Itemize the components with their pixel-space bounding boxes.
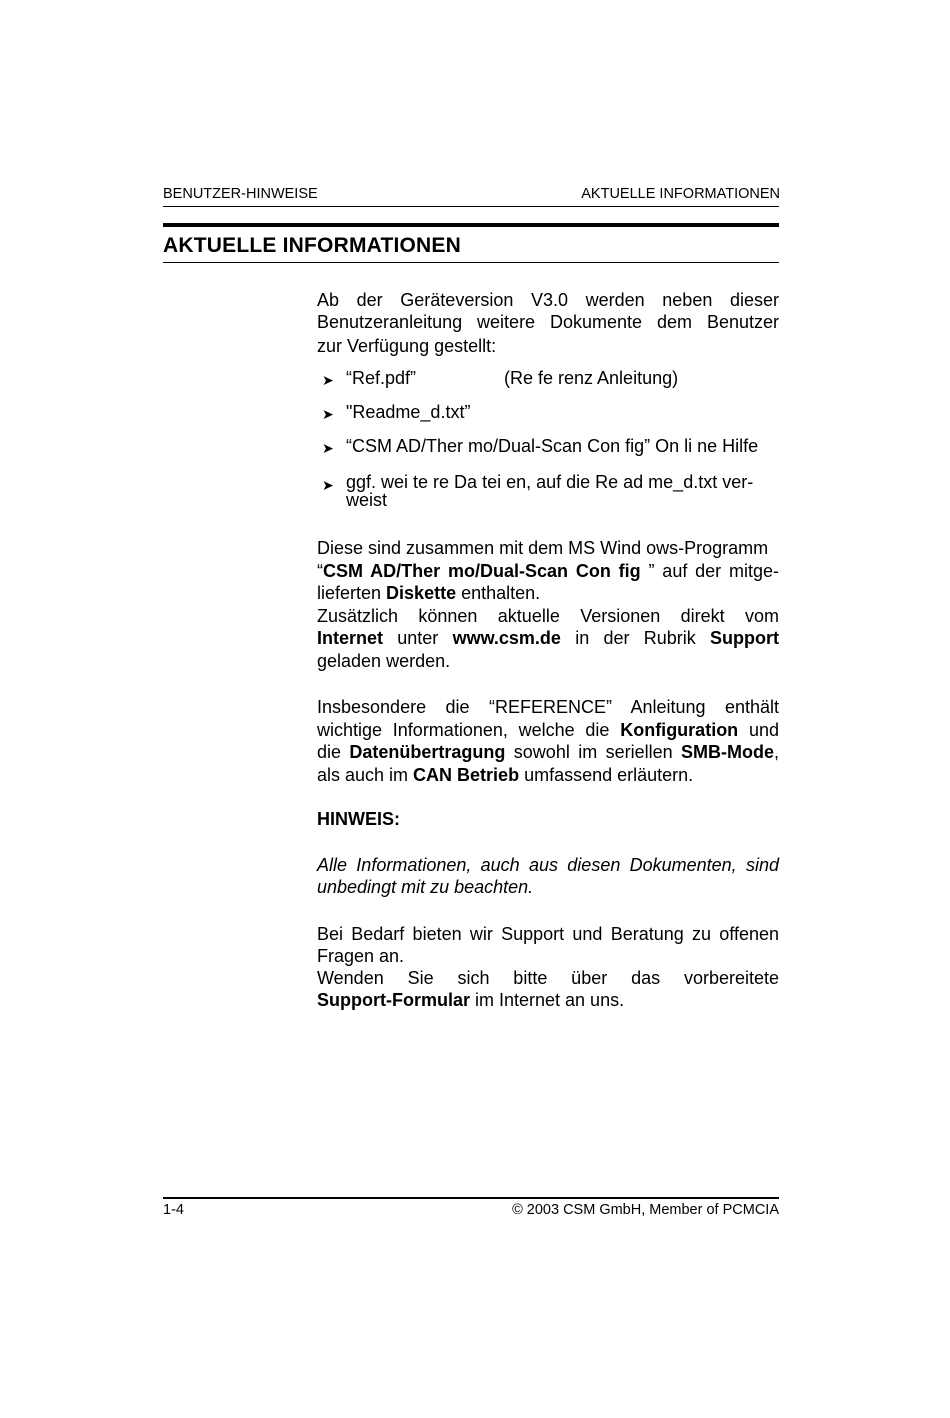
text-line	[317, 719, 779, 742]
arrow-bullet-icon: ➤	[322, 477, 334, 493]
bullet-file-line: weist	[346, 490, 388, 510]
bullet-list-item	[322, 474, 346, 495]
bold-term: Support	[710, 628, 780, 649]
text-line: unbedingt mit zu beachten.	[317, 877, 534, 897]
availability-paragraph	[317, 537, 779, 673]
header-rule	[163, 206, 779, 207]
copyright-notice: © 2003 CSM GmbH, Member of PCMCIA	[512, 1202, 779, 1218]
text-run: als auch im	[317, 764, 414, 785]
intro-line: Benutzeranleitung weitere Dokumente dem Benutzer	[317, 312, 779, 332]
bold-term: Datenübertragung	[349, 742, 506, 763]
text-line: Diese sind zusammen mit dem MS Wind ows-Programm	[317, 538, 769, 558]
bullet-list-item	[322, 403, 346, 424]
text-run: lieferten	[317, 583, 387, 604]
page-number: 1-4	[163, 1202, 184, 1218]
bullet-file: "Readme_d.txt”	[346, 402, 471, 422]
text-run: in der Rubrik	[560, 628, 711, 649]
bullet-list-item	[322, 437, 346, 458]
note-text	[317, 854, 779, 898]
text-line: Insbesondere die “REFERENCE” Anleitung enthält	[317, 697, 779, 717]
bold-term: Internet	[317, 628, 384, 649]
text-line	[317, 560, 779, 583]
intro-line: Ab der Geräteversion V3.0 werden neben dieser	[317, 290, 779, 310]
title-bottom-rule	[163, 262, 779, 263]
text-line: Alle Informationen, auch aus diesen Dokumenten, sind	[317, 855, 779, 875]
text-run: ” auf der mitge-	[640, 560, 780, 581]
text-run: die	[317, 742, 350, 763]
text-run: unter	[383, 628, 453, 649]
page-title: AKTUELLE INFORMATIONEN	[163, 234, 461, 257]
text-run: ,	[773, 742, 779, 763]
text-run: sowohl im seriellen	[505, 742, 681, 763]
bold-term: CAN Betrieb	[413, 764, 520, 785]
website-link: www.csm.de	[452, 628, 561, 649]
text-line	[317, 741, 779, 764]
note-heading: HINWEIS:	[317, 809, 400, 829]
bullet-file	[346, 473, 753, 509]
footer-rule	[163, 1197, 779, 1199]
bold-term: Konfiguration	[620, 719, 739, 740]
reference-paragraph	[317, 696, 779, 786]
bold-term: SMB-Mode	[680, 742, 774, 763]
arrow-bullet-icon: ➤	[322, 372, 334, 388]
text-run: umfassend erläutern.	[519, 764, 694, 785]
bullet-desc: (Re fe renz Anleitung)	[504, 368, 679, 388]
text-run: enthalten.	[456, 583, 541, 604]
text-run: “	[317, 560, 323, 581]
text-line: Wenden Sie sich bitte über das vorbereitete	[317, 968, 779, 988]
title-top-rule	[163, 223, 779, 227]
running-header-left: BENUTZER-HINWEISE	[163, 186, 318, 202]
text-line: geladen werden.	[317, 650, 451, 671]
bold-term: Support-Formular	[317, 990, 470, 1010]
support-paragraph	[317, 923, 779, 1011]
intro-line: zur Verfügung gestellt:	[317, 336, 497, 356]
arrow-bullet-icon: ➤	[322, 440, 334, 456]
bullet-list-item	[322, 369, 346, 390]
text-run: im Internet an uns.	[470, 990, 625, 1010]
text-run: wichtige Informationen, welche die	[317, 719, 621, 740]
bullet-file: “Ref.pdf”	[346, 368, 417, 388]
text-line: Fragen an.	[317, 946, 405, 966]
product-name: CSM AD/Ther mo/Dual-Scan Con fig	[323, 560, 641, 581]
arrow-bullet-icon: ➤	[322, 406, 334, 422]
bullet-file-line: ggf. wei te re Da tei en, auf die Re ad me_d.txt ver-	[346, 472, 754, 492]
bold-term: Diskette	[386, 583, 457, 604]
text-line	[317, 764, 779, 787]
text-run: und	[738, 719, 779, 740]
text-line	[317, 582, 779, 605]
text-line: Zusätzlich können aktuelle Versionen direkt vom	[317, 605, 779, 626]
running-header-right: AKTUELLE INFORMATIONEN	[581, 186, 780, 202]
text-line	[317, 627, 779, 650]
text-line: Bei Bedarf bieten wir Support und Beratung zu offenen	[317, 924, 779, 944]
bullet-file: “CSM AD/Ther mo/Dual-Scan Con fig” On li ne Hilfe	[346, 436, 759, 456]
text-line	[317, 989, 779, 1011]
intro-paragraph	[317, 289, 779, 357]
